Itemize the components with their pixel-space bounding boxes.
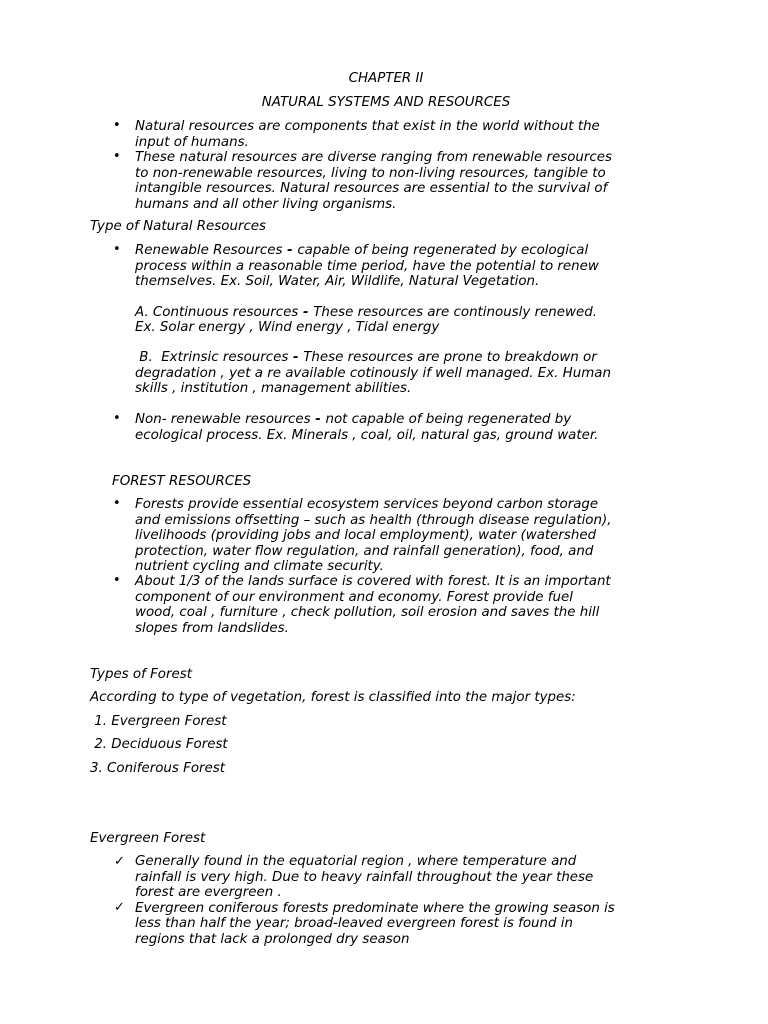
forest-bullet-1-line-3: livelihoods (providing jobs and local employment), water (watershed [135, 528, 597, 543]
forest-bullet-2-line-3: wood, coal , furniture , check pollution, soil erosion and saves the hill [135, 605, 600, 620]
section-heading-evergreen: Evergreen Forest [90, 831, 206, 846]
section-heading-forest: FOREST RESOURCES [112, 474, 252, 489]
types-list-item: 3. Coniferous Forest [90, 761, 226, 776]
bullet-icon: • [113, 496, 121, 511]
check-icon: ✓ [114, 900, 125, 915]
forest-bullet-1-line-2: and emissions offsetting – such as health (through disease regulation), [135, 512, 612, 528]
extrinsic-line-2: degradation , yet a re available cotinously if well managed. Ex. Human [135, 365, 611, 381]
forest-bullet-1-line-5: nutrient cycling and climate security. [135, 559, 384, 574]
forest-bullet-2-line-1: About 1/3 of the lands surface is covered with forest. It is an important [135, 574, 611, 589]
types-list-item: 2. Deciduous Forest [90, 737, 228, 752]
forest-bullet-2-line-4: slopes from landslides. [135, 620, 289, 636]
evergreen-bullet-1-line-1: Generally found in the equatorial region , where temperature and [135, 854, 577, 869]
evergreen-bullet-1-line-3: forest are evergreen . [135, 885, 282, 900]
types-intro: According to type of vegetation, forest is classified into the major types: [90, 690, 576, 705]
forest-bullet-2-line-2: component of our environment and economy. Forest provide fuel [135, 589, 573, 605]
extrinsic-line-1: B. Extrinsic resources - These resources are prone to breakdown or [135, 350, 597, 365]
bullet-icon: • [113, 149, 121, 164]
intro-bullet-2-line-2: to non-renewable resources, living to non-living resources, tangible to [135, 165, 606, 181]
bullet-icon: • [113, 411, 121, 426]
chapter-subtitle: NATURAL SYSTEMS AND RESOURCES [261, 95, 511, 110]
intro-bullet-2-line-4: humans and all other living organisms. [135, 196, 397, 212]
check-icon: ✓ [114, 854, 125, 869]
extrinsic-line-3: skills , institution , management abilities. [135, 381, 412, 396]
intro-bullet-1-line-1: Natural resources are components that exist in the world without the [135, 119, 600, 134]
section-heading-types-of-forest: Types of Forest [90, 667, 192, 682]
intro-bullet-2-line-3: intangible resources. Natural resources are essential to the survival of [135, 181, 608, 196]
evergreen-bullet-2-line-3: regions that lack a prolonged dry season [135, 931, 410, 947]
section-heading-types: Type of Natural Resources [90, 219, 267, 234]
renewable-line-2: process within a reasonable time period, have the potential to renew [135, 258, 599, 274]
nonrenewable-line-1: Non- renewable resources - not capable of being regenerated by [135, 412, 572, 427]
intro-bullet-2-line-1: These natural resources are diverse ranging from renewable resources [135, 150, 612, 165]
chapter-title: CHAPTER II [348, 71, 424, 86]
evergreen-bullet-1-line-2: rainfall is very high. Due to heavy rainfall throughout the year these [135, 869, 594, 885]
bullet-icon: • [113, 242, 121, 257]
evergreen-bullet-2-line-1: Evergreen coniferous forests predominate where the growing season is [135, 900, 615, 916]
continuous-line-1: A. Continuous resources - These resources are continously renewed. [135, 304, 597, 320]
evergreen-bullet-2-line-2: less than half the year; broad-leaved evergreen forest is found in [135, 916, 573, 931]
forest-bullet-1-line-4: protection, water flow regulation, and rainfall generation), food, and [135, 543, 594, 559]
forest-bullet-1-line-1: Forests provide essential ecosystem services beyond carbon storage [135, 497, 599, 512]
nonrenewable-line-2: ecological process. Ex. Minerals , coal, oil, natural gas, ground water. [135, 427, 599, 443]
types-list-item: 1. Evergreen Forest [90, 714, 227, 729]
intro-bullet-1-line-2: input of humans. [135, 134, 249, 150]
renewable-line-1: Renewable Resources - capable of being regenerated by ecological [135, 243, 589, 258]
bullet-icon: • [113, 118, 121, 133]
bullet-icon: • [113, 573, 121, 588]
renewable-line-3: themselves. Ex. Soil, Water, Air, Wildlife, Natural Vegetation. [135, 274, 540, 289]
continuous-line-2: Ex. Solar energy , Wind energy , Tidal energy [135, 320, 440, 335]
